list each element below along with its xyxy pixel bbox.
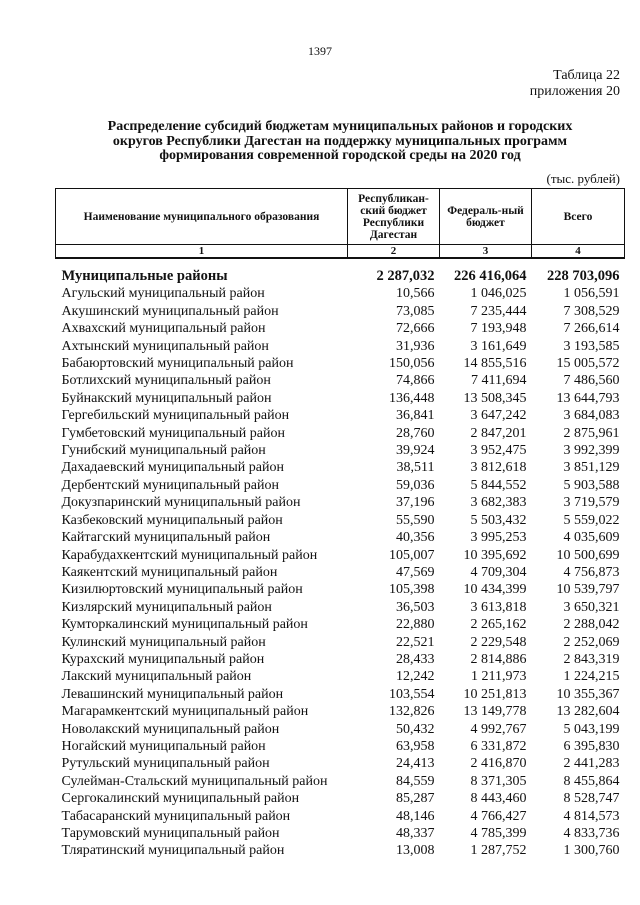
header-row bbox=[56, 189, 625, 245]
table-row bbox=[56, 407, 625, 424]
row-republic: 13,008 bbox=[396, 843, 435, 859]
row-total: 4 756,873 bbox=[563, 564, 620, 580]
row-republic: 47,569 bbox=[396, 564, 435, 580]
row-republic: 73,085 bbox=[396, 303, 435, 319]
row-name: Кумторкалинский муниципальный район bbox=[61, 617, 308, 633]
header-total: Всего bbox=[532, 189, 625, 245]
row-republic: 37,196 bbox=[396, 495, 435, 511]
table-row bbox=[56, 338, 625, 355]
row-total: 2 288,042 bbox=[563, 617, 620, 633]
row-total: 7 486,560 bbox=[563, 373, 620, 389]
row-federal: 10 251,813 bbox=[463, 686, 527, 702]
row-total: 2 843,319 bbox=[563, 651, 620, 667]
row-name: Магарамкентский муниципальный район bbox=[61, 704, 309, 720]
table-ref-line-2: приложения 20 bbox=[529, 84, 620, 99]
row-federal: 3 613,818 bbox=[470, 599, 527, 615]
row-name: Тляратинский муниципальный район bbox=[61, 843, 285, 859]
row-republic: 63,958 bbox=[396, 738, 435, 754]
row-total: 3 650,321 bbox=[563, 599, 620, 615]
row-name: Акушинский муниципальный район bbox=[61, 303, 279, 319]
row-total: 10 355,367 bbox=[556, 686, 620, 702]
table-row bbox=[56, 790, 625, 807]
row-federal: 7 411,694 bbox=[471, 373, 527, 389]
total-federal: 226 416,064 bbox=[454, 268, 527, 284]
row-total: 8 455,864 bbox=[563, 773, 620, 789]
table-row bbox=[56, 477, 625, 494]
table-row bbox=[56, 825, 625, 842]
row-republic: 55,590 bbox=[396, 512, 435, 528]
title-line-1: Распределение субсидий бюджетам муниципальных районов и городских bbox=[107, 119, 573, 134]
row-republic: 85,287 bbox=[396, 791, 435, 807]
subsidy-table bbox=[55, 188, 625, 860]
table-row bbox=[56, 494, 625, 511]
row-republic: 39,924 bbox=[396, 443, 435, 459]
row-republic: 103,554 bbox=[389, 686, 435, 702]
row-republic: 105,007 bbox=[389, 547, 435, 563]
row-federal: 3 812,618 bbox=[470, 460, 527, 476]
row-republic: 59,036 bbox=[396, 477, 435, 493]
row-republic: 40,356 bbox=[396, 530, 435, 546]
row-republic: 136,448 bbox=[389, 390, 435, 406]
row-republic: 48,146 bbox=[396, 808, 435, 824]
row-total: 7 266,614 bbox=[563, 321, 620, 337]
row-total: 1 224,215 bbox=[563, 669, 620, 685]
table-row bbox=[56, 703, 625, 720]
row-name: Бабаюртовский муниципальный район bbox=[61, 356, 294, 372]
column-number-row bbox=[56, 245, 625, 259]
row-federal: 3 682,383 bbox=[470, 495, 527, 511]
row-name: Курахский муниципальный район bbox=[61, 651, 265, 667]
row-republic: 28,433 bbox=[396, 651, 435, 667]
row-total: 2 441,283 bbox=[563, 756, 620, 772]
document-title bbox=[60, 120, 620, 164]
table-row bbox=[56, 320, 625, 337]
table-row bbox=[56, 651, 625, 668]
table-row bbox=[56, 634, 625, 651]
row-federal: 2 814,886 bbox=[470, 651, 527, 667]
row-federal: 3 995,253 bbox=[470, 530, 527, 546]
row-total: 4 833,736 bbox=[563, 826, 620, 841]
row-republic: 36,503 bbox=[396, 599, 435, 615]
row-total: 2 875,961 bbox=[563, 425, 620, 441]
total-name: Муниципальные районы bbox=[61, 268, 228, 284]
row-federal: 1 211,973 bbox=[471, 669, 527, 685]
row-total: 13 282,604 bbox=[556, 704, 620, 720]
row-name: Кизилюртовский муниципальный район bbox=[61, 582, 303, 598]
header-name: Наименование муниципального образования bbox=[56, 189, 348, 245]
row-name: Агульский муниципальный район bbox=[61, 286, 265, 302]
table-row bbox=[56, 564, 625, 581]
units-label: (тыс. рублей) bbox=[546, 171, 620, 186]
row-republic: 31,936 bbox=[396, 338, 435, 354]
row-total: 2 252,069 bbox=[563, 634, 620, 650]
row-republic: 36,841 bbox=[396, 408, 435, 424]
row-federal: 8 443,460 bbox=[470, 791, 527, 807]
row-federal: 10 395,692 bbox=[463, 547, 527, 563]
row-republic: 22,880 bbox=[396, 617, 435, 633]
row-name: Сергокалинский муниципальный район bbox=[61, 791, 300, 807]
row-republic: 28,760 bbox=[396, 425, 435, 441]
header-republic: Республикан-ский бюджет Республики Дагестан bbox=[348, 189, 440, 245]
row-republic: 22,521 bbox=[396, 634, 435, 650]
column-number-3: 3 bbox=[440, 245, 532, 259]
row-federal: 2 229,548 bbox=[470, 634, 527, 650]
row-federal: 1 287,752 bbox=[470, 843, 527, 859]
row-name: Табасаранский муниципальный район bbox=[61, 808, 291, 824]
row-federal: 5 503,432 bbox=[470, 512, 527, 528]
row-name: Лакский муниципальный район bbox=[61, 669, 252, 685]
row-name: Дахадаевский муниципальный район bbox=[61, 460, 284, 476]
title-line-2: округов Республики Дагестан на поддержку муниципальных программ bbox=[112, 133, 568, 149]
row-name: Гумбетовский муниципальный район bbox=[61, 425, 285, 441]
row-federal: 4 709,304 bbox=[470, 564, 527, 580]
row-total: 10 500,699 bbox=[556, 547, 620, 563]
row-total: 1 300,760 bbox=[563, 843, 620, 859]
row-republic: 24,413 bbox=[396, 756, 435, 772]
table-row bbox=[56, 355, 625, 372]
table-row bbox=[56, 842, 625, 859]
table-row bbox=[56, 512, 625, 529]
row-name: Рутульский муниципальный район bbox=[61, 756, 270, 772]
row-name: Ахвахский муниципальный район bbox=[61, 321, 266, 337]
table-ref-line-1: Таблица 22 bbox=[553, 68, 620, 83]
row-federal: 5 844,552 bbox=[470, 477, 527, 493]
row-total: 5 559,022 bbox=[563, 512, 620, 528]
row-federal: 3 952,475 bbox=[470, 443, 527, 459]
row-republic: 150,056 bbox=[389, 356, 435, 372]
row-federal: 8 371,305 bbox=[470, 773, 527, 789]
table-row bbox=[56, 599, 625, 616]
row-total: 3 992,399 bbox=[563, 443, 620, 459]
row-republic: 12,242 bbox=[396, 669, 435, 685]
row-republic: 38,511 bbox=[396, 460, 435, 476]
column-number-2: 2 bbox=[348, 245, 440, 259]
row-total: 3 684,083 bbox=[563, 408, 620, 424]
row-republic: 105,398 bbox=[389, 582, 435, 598]
row-federal: 14 855,516 bbox=[463, 356, 527, 372]
row-total: 15 005,572 bbox=[556, 356, 620, 372]
table-row bbox=[56, 773, 625, 790]
row-total: 3 851,129 bbox=[563, 460, 620, 476]
row-name: Тарумовский муниципальный район bbox=[61, 826, 280, 841]
row-federal: 1 046,025 bbox=[470, 286, 527, 302]
title-line-3: формирования современной городской среды на 2020 год bbox=[159, 148, 521, 163]
row-name: Докузпаринский муниципальный район bbox=[61, 495, 301, 511]
row-republic: 50,432 bbox=[396, 721, 435, 737]
row-total: 13 644,793 bbox=[556, 390, 620, 406]
row-total: 5 903,588 bbox=[563, 477, 620, 493]
row-name: Сулейман-Стальский муниципальный район bbox=[61, 773, 328, 789]
table-row bbox=[56, 459, 625, 476]
table-row bbox=[56, 581, 625, 598]
row-federal: 2 847,201 bbox=[470, 425, 527, 441]
row-name: Кулинский муниципальный район bbox=[61, 634, 266, 650]
row-federal: 4 992,767 bbox=[470, 721, 527, 737]
row-name: Ногайский муниципальный район bbox=[61, 738, 266, 754]
total-row bbox=[56, 258, 625, 285]
row-name: Гергебильский муниципальный район bbox=[61, 408, 290, 424]
table-row bbox=[56, 285, 625, 302]
row-name: Ботлихский муниципальный район bbox=[61, 373, 271, 389]
row-name: Буйнакский муниципальный район bbox=[61, 390, 272, 406]
table-row bbox=[56, 808, 625, 825]
row-total: 3 719,579 bbox=[563, 495, 620, 511]
row-federal: 3 161,649 bbox=[470, 338, 527, 354]
table-row bbox=[56, 616, 625, 633]
row-federal: 2 416,870 bbox=[470, 756, 527, 772]
row-republic: 10,566 bbox=[396, 286, 435, 302]
row-federal: 4 785,399 bbox=[470, 826, 527, 841]
row-federal: 4 766,427 bbox=[470, 808, 527, 824]
row-total: 1 056,591 bbox=[563, 286, 620, 302]
row-federal: 10 434,399 bbox=[463, 582, 527, 598]
row-republic: 84,559 bbox=[396, 773, 435, 789]
row-republic: 132,826 bbox=[389, 704, 435, 720]
row-total: 8 528,747 bbox=[563, 791, 620, 807]
table-row bbox=[56, 755, 625, 772]
table-row bbox=[56, 529, 625, 546]
row-name: Дербентский муниципальный район bbox=[61, 477, 279, 493]
row-federal: 3 647,242 bbox=[470, 408, 527, 424]
row-total: 7 308,529 bbox=[563, 303, 620, 319]
table-row bbox=[56, 425, 625, 442]
total-sum: 228 703,096 bbox=[547, 268, 620, 284]
table-row bbox=[56, 668, 625, 685]
row-federal: 13 508,345 bbox=[463, 390, 527, 406]
row-federal: 6 331,872 bbox=[470, 738, 527, 754]
page-number: 1397 bbox=[308, 44, 332, 58]
table-row bbox=[56, 547, 625, 564]
row-republic: 74,866 bbox=[396, 373, 435, 389]
total-republic: 2 287,032 bbox=[376, 268, 435, 284]
row-name: Ахтынский муниципальный район bbox=[61, 338, 269, 354]
row-name: Левашинский муниципальный район bbox=[61, 686, 284, 702]
row-federal: 2 265,162 bbox=[470, 617, 527, 633]
table-row bbox=[56, 372, 625, 389]
row-total: 6 395,830 bbox=[563, 738, 620, 754]
column-number-1: 1 bbox=[56, 245, 348, 259]
row-republic: 72,666 bbox=[396, 321, 435, 337]
row-name: Карабудахкентский муниципальный район bbox=[61, 547, 318, 563]
row-federal: 13 149,778 bbox=[463, 704, 527, 720]
row-federal: 7 193,948 bbox=[470, 321, 527, 337]
row-total: 3 193,585 bbox=[563, 338, 620, 354]
row-name: Новолакский муниципальный район bbox=[61, 721, 280, 737]
row-total: 4 814,573 bbox=[563, 808, 620, 824]
table-row bbox=[56, 686, 625, 703]
row-total: 5 043,199 bbox=[563, 721, 620, 737]
row-name: Гунибский муниципальный район bbox=[61, 443, 266, 459]
column-number-4: 4 bbox=[532, 245, 625, 259]
table-row bbox=[56, 390, 625, 407]
table-row bbox=[56, 721, 625, 738]
table-row bbox=[56, 738, 625, 755]
table-row bbox=[56, 303, 625, 320]
row-total: 10 539,797 bbox=[556, 582, 620, 598]
table-reference bbox=[530, 68, 620, 100]
row-name: Каякентский муниципальный район bbox=[61, 564, 278, 580]
row-name: Кайтагский муниципальный район bbox=[61, 530, 271, 546]
row-total: 4 035,609 bbox=[563, 530, 620, 546]
header-federal: Федераль-ный бюджет bbox=[440, 189, 532, 245]
row-name: Казбековский муниципальный район bbox=[61, 512, 283, 528]
row-republic: 48,337 bbox=[396, 826, 435, 841]
row-federal: 7 235,444 bbox=[470, 303, 527, 319]
row-name: Кизлярский муниципальный район bbox=[61, 599, 272, 615]
table-row bbox=[56, 442, 625, 459]
